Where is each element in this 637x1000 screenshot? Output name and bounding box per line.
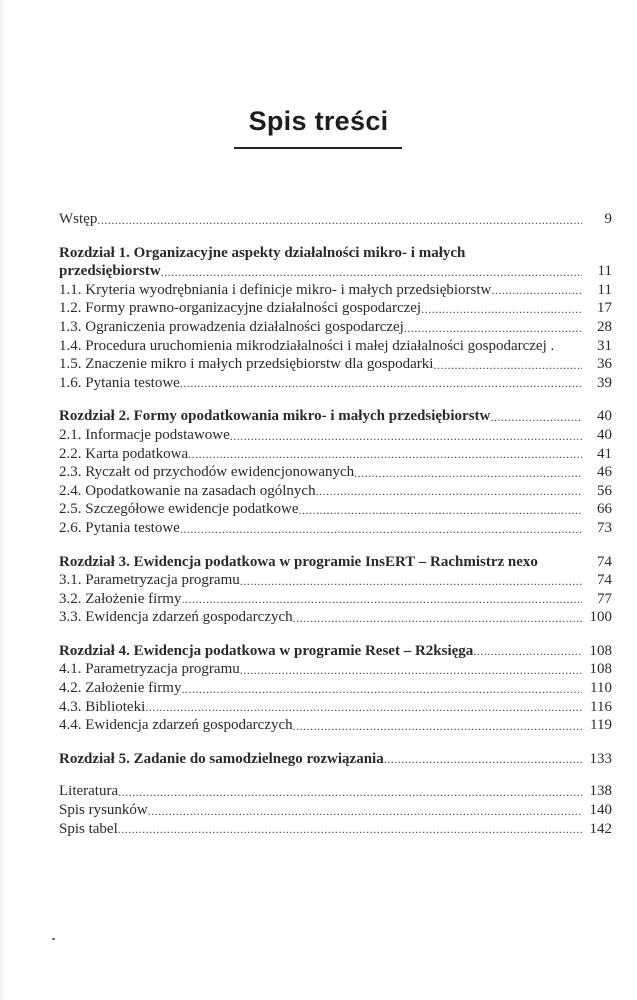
toc-section[interactable] [59,660,612,679]
dot-leader [118,783,582,801]
toc-section[interactable] [59,716,612,735]
toc-section[interactable] [59,445,612,464]
toc-section[interactable] [59,337,612,356]
toc-page-number: 77 [597,590,612,607]
toc-section[interactable] [59,590,612,609]
toc-section[interactable] [59,463,612,482]
toc-page-number: 39 [597,374,612,391]
toc-page-number: 40 [597,408,612,425]
toc-entry-label: 2.3. Ryczałt od przychodów ewidencjonowanych [59,464,355,481]
toc-entry-label: 2.1. Informacje podstawowe [59,426,230,443]
toc-chapter-1 [59,244,612,393]
toc-entry-label: 3.2. Założenie firmy [59,590,182,607]
toc-entry-label: 1.3. Ograniczenia prowadzenia działalności gospodarczej [59,318,404,335]
toc-section[interactable] [59,500,612,519]
dot-leader [240,661,582,679]
toc-page-number: 40 [597,426,612,443]
toc-entry-label: 4.4. Ewidencja zdarzeń gospodarczych [59,717,293,734]
toc-entry-label: 1.6. Pytania testowe [59,374,180,391]
toc-section[interactable] [59,519,612,538]
toc-entry-label: 1.2. Formy prawno-organizacyjne działalności gospodarczej [59,300,422,317]
toc-section[interactable] [59,698,612,717]
toc-page-number: 142 [589,820,612,837]
toc-entry-label: Rozdział 4. Ewidencja podatkowa w programie Reset – R2księga [59,642,474,659]
toc-page-number: 100 [589,609,612,626]
toc-page-number: 66 [597,501,612,518]
toc-entry-label: 1.5. Znaczenie mikro i małych przedsiębiorstw dla gospodarki [59,356,434,373]
toc-chapter-2 [59,407,612,537]
dot-leader [293,717,582,735]
dot-leader [181,590,582,608]
toc-back-matter [59,782,612,838]
table-of-contents [59,210,612,838]
toc-entry-label: Spis rysunków [59,802,148,819]
toc-page-number: 119 [590,717,612,734]
toc-entry-intro[interactable] [59,210,612,229]
toc-page-number: 110 [590,680,612,697]
toc-chapter-3 [59,553,612,627]
dot-leader [299,501,583,519]
toc-page-number: 74 [597,572,612,589]
toc-entry-label: 4.3. Biblioteki [59,698,146,715]
toc-page-number: 17 [597,300,612,317]
dot-leader [230,427,582,445]
dot-leader [433,356,582,374]
toc-entry-label: 1.1. Kryteria wyodrębniania i definicje mikro- i małych przedsiębiorstw [59,281,492,298]
toc-page-number: 73 [597,519,612,536]
toc-page-number: 116 [590,698,612,715]
toc-page-number: 9 [604,211,612,227]
dot-leader [354,464,582,482]
title-container [0,105,637,137]
dot-leader [490,408,582,426]
title-underline [234,147,402,149]
chapter-heading[interactable] [59,642,612,661]
toc-entry-label: Spis tabel [59,820,118,837]
chapter-heading[interactable] [59,750,612,769]
dot-leader [293,609,582,627]
toc-entry-figures[interactable] [59,801,612,820]
toc-section[interactable] [59,281,612,300]
toc-page-number: 36 [597,356,612,373]
toc-entry-label: Rozdział 2. Formy opodatkowania mikro- i małych przedsiębiorstw [59,408,491,425]
toc-page-number: 28 [597,318,612,335]
scan-speck [52,938,55,940]
toc-entry-label: 2.6. Pytania testowe [59,519,180,536]
toc-chapter-5 [59,750,612,769]
toc-entry-label: przedsiębiorstw [59,263,161,280]
toc-entry-label: Rozdział 3. Ewidencja podatkowa w programie InsERT – Rachmistrz nexo [59,553,538,570]
chapter-heading[interactable] [59,553,612,572]
dot-leader [148,802,582,820]
toc-section[interactable] [59,608,612,627]
toc-entry-tables[interactable] [59,820,612,839]
page-edge-shadow [0,0,5,1000]
toc-section[interactable] [59,299,612,318]
toc-chapter-4 [59,642,612,735]
dot-leader [384,750,582,768]
toc-page-number: 56 [597,482,612,499]
dot-leader [473,642,582,660]
dot-leader [421,300,582,318]
toc-entry-label: 2.4. Opodatkowanie na zasadach ogólnych [59,482,316,499]
toc-page-number: 11 [597,281,612,298]
chapter-heading-line-1[interactable]: Rozdział 1. Organizacyjne aspekty działalności mikro- i małych [59,244,466,261]
toc-page-number: 133 [589,750,612,767]
dot-leader [240,572,582,590]
toc-page-number: 31 [597,337,612,354]
toc-entry-label: Rozdział 5. Zadanie do samodzielnego rozwiązania [59,750,384,767]
toc-entry-label: 3.1. Parametryzacja programu [59,572,240,589]
toc-page-number: 108 [589,642,612,659]
toc-section[interactable] [59,426,612,445]
toc-entry-label: 2.2. Karta podatkowa [59,445,189,462]
toc-entry-label: Literatura [59,783,119,800]
dot-leader [97,211,582,229]
toc-page-number: 74 [597,553,612,570]
toc-entry-label: 3.3. Ewidencja zdarzeń gospodarczych [59,609,293,626]
toc-section[interactable] [59,374,612,393]
toc-page-number: 108 [589,661,612,678]
toc-entry-literature[interactable] [59,782,612,801]
toc-entry-label: 4.1. Parametryzacja programu [59,661,240,678]
toc-entry-label: 1.4. Procedura uruchomienia mikrodziałalności i małej działalności gospodarczej . [59,337,555,354]
dot-leader [118,820,582,838]
toc-entry-label: 2.5. Szczegółowe ewidencje podatkowe [59,501,299,518]
page-title: Spis treści [248,106,389,136]
toc-entry-label: 4.2. Założenie firmy [59,680,182,697]
dot-leader [180,374,582,392]
toc-page-number: 138 [589,783,612,800]
toc-section[interactable] [59,318,612,337]
dot-leader [180,520,582,538]
dot-leader [188,445,582,463]
dot-leader [161,263,582,281]
dot-leader [491,281,582,299]
toc-page-number: 41 [597,445,612,462]
chapter-heading-line-2[interactable] [59,262,612,281]
toc-section[interactable] [59,571,612,590]
toc-section[interactable] [59,355,612,374]
toc-entry-label: Wstęp [59,211,98,227]
toc-section[interactable] [59,679,612,698]
dot-leader [316,482,582,500]
chapter-heading[interactable] [59,407,612,426]
toc-page-number: 46 [597,464,612,481]
dot-leader [181,680,582,698]
toc-section[interactable] [59,482,612,501]
dot-leader [404,319,582,337]
toc-page-number: 140 [589,802,612,819]
dot-leader [145,698,582,716]
toc-page-number: 11 [597,263,612,280]
